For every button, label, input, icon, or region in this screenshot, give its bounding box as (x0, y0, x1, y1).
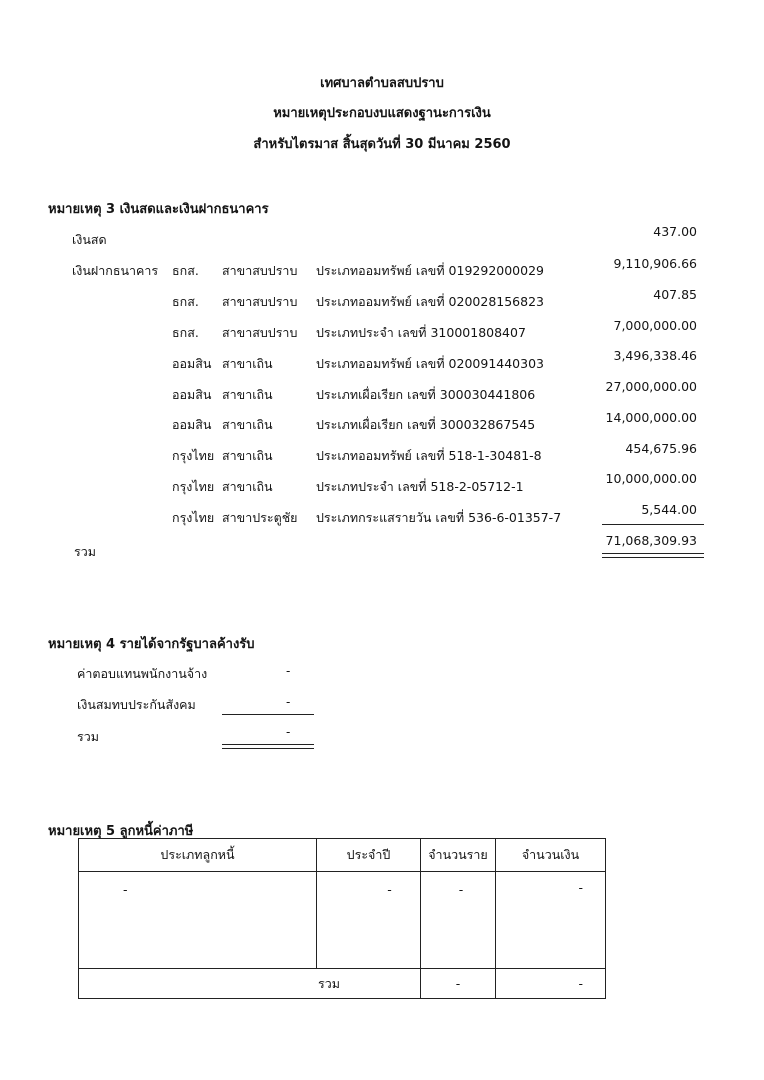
table-total-label: รวม (318, 975, 340, 991)
note3-total-amount: 71,068,309.93 (605, 533, 697, 548)
note4-double-rule-top (222, 744, 314, 745)
account-amount: 7,000,000.00 (613, 318, 697, 333)
table-row (79, 872, 606, 969)
deposit-label: เงินฝากธนาคาร (72, 263, 159, 278)
org-name: เทศบาลตำบลสบปราบ (320, 76, 444, 91)
bank-name: ธกส. (172, 325, 199, 340)
branch-name: สาขาประตูชัย (222, 510, 298, 525)
branch-name: สาขาเถิน (222, 387, 273, 402)
note4-total-label: รวม (77, 729, 99, 744)
account-amount: 10,000,000.00 (605, 471, 697, 486)
account-detail: ประเภทออมทรัพย์ เลขที่ 019292000029 (316, 263, 544, 278)
total-double-rule-top (602, 553, 704, 554)
note4-item-label: เงินสมทบประกันสังคม (77, 697, 196, 712)
account-amount: 27,000,000.00 (605, 379, 697, 394)
column-header-year: ประจำปี (317, 839, 421, 872)
cash-label: เงินสด (72, 232, 107, 247)
note4-title: หมายเหตุ 4 รายได้จากรัฐบาลค้างรับ (48, 637, 255, 652)
cash-amount: 437.00 (653, 224, 697, 239)
table-total-count: - (455, 976, 461, 991)
document-title: หมายเหตุประกอบงบแสดงฐานะการเงิน (273, 106, 491, 121)
account-amount: 454,675.96 (625, 441, 697, 456)
account-detail: ประเภทประจำ เลขที่ 518-2-05712-1 (316, 479, 524, 494)
branch-name: สาขาสบปราบ (222, 294, 298, 309)
branch-name: สาขาเถิน (222, 417, 273, 432)
account-detail: ประเภทออมทรัพย์ เลขที่ 020028156823 (316, 294, 544, 309)
column-header-amount: จำนวนเงิน (496, 839, 606, 872)
account-detail: ประเภทเผื่อเรียก เลขที่ 300032867545 (316, 417, 536, 432)
account-amount: 407.85 (653, 287, 697, 302)
branch-name: สาขาสบปราบ (222, 325, 298, 340)
table-cell: - (458, 882, 464, 897)
column-header-debtor-type: ประเภทลูกหนี้ (79, 839, 317, 872)
note4-double-rule-bottom (222, 748, 314, 749)
account-amount: 9,110,906.66 (613, 256, 697, 271)
account-detail: ประเภทออมทรัพย์ เลขที่ 020091440303 (316, 356, 544, 371)
branch-name: สาขาเถิน (222, 356, 273, 371)
bank-name: ออมสิน (172, 417, 212, 432)
bank-name: ออมสิน (172, 356, 212, 371)
table-total-amount: - (578, 976, 583, 991)
bank-name: กรุงไทย (172, 448, 215, 463)
column-header-count: จำนวนราย (421, 839, 496, 872)
account-detail: ประเภทออมทรัพย์ เลขที่ 518-1-30481-8 (316, 448, 542, 463)
account-detail: ประเภทกระแสรายวัน เลขที่ 536-6-01357-7 (316, 510, 562, 525)
table-cell: - (123, 882, 128, 897)
bank-name: กรุงไทย (172, 510, 215, 525)
note4-total-amount: - (286, 725, 291, 739)
branch-name: สาขาเถิน (222, 479, 273, 494)
table-total-row (79, 969, 606, 999)
note4-subtotal-rule (222, 714, 314, 715)
total-double-rule-bottom (602, 557, 704, 558)
subtotal-rule (602, 524, 704, 525)
note3-total-label: รวม (74, 544, 96, 559)
bank-name: ธกส. (172, 263, 199, 278)
bank-name: กรุงไทย (172, 479, 215, 494)
bank-name: ออมสิน (172, 387, 212, 402)
tax-debtors-table (78, 838, 606, 999)
account-amount: 14,000,000.00 (605, 410, 697, 425)
note4-item-label: ค่าตอบแทนพนักงานจ้าง (77, 666, 208, 681)
note4-item-amount: - (286, 664, 291, 678)
reporting-period: สำหรับไตรมาส สิ้นสุดวันที่ 30 มีนาคม 2560 (253, 137, 511, 152)
account-amount: 5,544.00 (641, 502, 697, 517)
note4-item-amount: - (286, 695, 291, 709)
bank-name: ธกส. (172, 294, 199, 309)
account-detail: ประเภทเผื่อเรียก เลขที่ 300030441806 (316, 387, 536, 402)
note5-title: หมายเหตุ 5 ลูกหนี้ค่าภาษี (48, 824, 194, 839)
branch-name: สาขาสบปราบ (222, 263, 298, 278)
branch-name: สาขาเถิน (222, 448, 273, 463)
note3-title: หมายเหตุ 3 เงินสดและเงินฝากธนาคาร (48, 202, 269, 217)
table-header-row (79, 839, 606, 872)
table-cell: - (578, 880, 583, 895)
table-cell: - (387, 882, 392, 897)
account-detail: ประเภทประจำ เลขที่ 310001808407 (316, 325, 526, 340)
account-amount: 3,496,338.46 (613, 348, 697, 363)
